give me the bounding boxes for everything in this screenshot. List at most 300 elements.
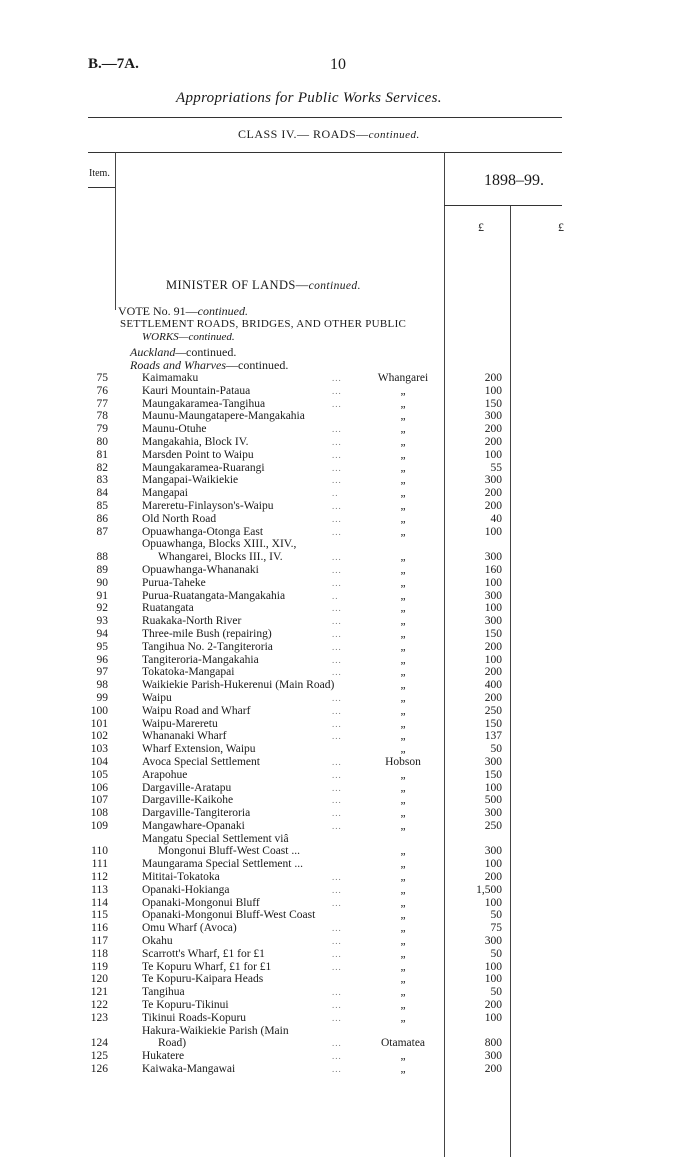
amount: 100 <box>484 576 502 589</box>
item-number: 77 <box>96 397 108 410</box>
item-number: 88 <box>96 551 108 564</box>
amount: 250 <box>484 704 502 717</box>
leader-dots: .. <box>332 590 339 601</box>
work-name: Tangiteroria-Mangakahia <box>142 653 259 666</box>
amount: 250 <box>484 819 502 832</box>
item-number: 96 <box>96 653 108 666</box>
electoral-district: „ <box>400 1063 406 1076</box>
electoral-district: „ <box>400 640 406 653</box>
item-number: 95 <box>96 640 108 653</box>
electoral-district: Hobson <box>385 755 421 768</box>
table-row <box>0 526 700 539</box>
table-row <box>0 743 700 756</box>
amount: 300 <box>484 1050 502 1063</box>
electoral-district: „ <box>400 883 406 896</box>
table-row <box>0 615 700 628</box>
item-number: 121 <box>90 986 108 999</box>
work-name-continued: Whangarei, Blocks III., IV. <box>158 551 283 564</box>
amount: 100 <box>484 525 502 538</box>
leader-dots: ... <box>332 936 342 947</box>
work-name: Arapohue <box>142 768 188 781</box>
amount: 50 <box>490 909 502 922</box>
work-name: Mangakahia, Block IV. <box>142 435 249 448</box>
class-title <box>238 127 420 142</box>
subsection-name: Roads and Wharves <box>130 358 226 372</box>
work-name: Mareretu-Finlayson's-Waipu <box>142 499 274 512</box>
item-number: 120 <box>90 973 108 986</box>
work-name: Waipu Road and Wharf <box>142 704 251 717</box>
work-name: Opanaki-Mongonui Bluff-West Coast <box>142 909 316 922</box>
table-row <box>0 692 700 705</box>
electoral-district: „ <box>400 499 406 512</box>
work-name: Opuawhanga, Blocks XIII., XIV., <box>142 538 297 551</box>
table-row <box>0 769 700 782</box>
work-name: Tokatoka-Mangapai <box>142 666 235 679</box>
item-head-rule <box>88 187 115 188</box>
amount: 150 <box>484 397 502 410</box>
table-row <box>0 973 700 986</box>
electoral-district: „ <box>400 679 406 692</box>
work-name: Dargaville-Aratapu <box>142 781 232 794</box>
leader-dots: .. <box>332 488 339 499</box>
amount: 300 <box>484 615 502 628</box>
amount: 40 <box>490 512 502 525</box>
table-row <box>0 807 700 820</box>
electoral-district: „ <box>400 896 406 909</box>
item-number: 110 <box>91 845 108 858</box>
item-number: 119 <box>91 960 108 973</box>
item-number: 112 <box>91 871 108 884</box>
leader-dots: ... <box>332 872 342 883</box>
work-name: Tangihua No. 2-Tangiteroria <box>142 640 273 653</box>
work-name: Okahu <box>142 935 173 948</box>
leader-dots: ... <box>332 769 342 780</box>
amount: 200 <box>484 666 502 679</box>
amount: 500 <box>484 794 502 807</box>
item-number: 91 <box>96 589 108 602</box>
electoral-district: „ <box>400 487 406 500</box>
table-row <box>0 986 700 999</box>
item-number: 93 <box>96 615 108 628</box>
item-number: 85 <box>96 499 108 512</box>
table-row <box>0 654 700 667</box>
table-row <box>0 718 700 731</box>
amount: 160 <box>484 563 502 576</box>
amount: 300 <box>484 410 502 423</box>
document-reference: B.—7A. <box>88 56 139 72</box>
leader-dots: ... <box>332 628 342 639</box>
leader-dots: ... <box>332 373 342 383</box>
item-number: 104 <box>90 755 108 768</box>
table-row <box>0 948 700 961</box>
class-title-main: CLASS IV.— ROADS— <box>238 127 369 141</box>
electoral-district: „ <box>400 947 406 960</box>
class-title-suffix: continued. <box>368 129 420 141</box>
work-name: Kauri Mountain-Pataua <box>142 384 251 397</box>
work-name: Maungakaramea-Tangihua <box>142 397 266 410</box>
electoral-district: „ <box>400 819 406 832</box>
table-row <box>0 590 700 603</box>
item-number: 92 <box>96 602 108 615</box>
work-name: Ruatangata <box>142 602 194 615</box>
item-number: 109 <box>90 819 108 832</box>
work-name: Ruakaka-North River <box>142 615 242 628</box>
table-row <box>0 513 700 526</box>
item-number: 87 <box>96 525 108 538</box>
work-name: Waikiekie Parish-Hukerenui (Main Road) <box>142 679 335 692</box>
vote-heading <box>118 304 248 319</box>
item-number: 125 <box>90 1050 108 1063</box>
item-number: 99 <box>96 691 108 704</box>
amount: 300 <box>484 474 502 487</box>
item-number: 101 <box>90 717 108 730</box>
work-name: Three-mile Bush (repairing) <box>142 627 272 640</box>
item-number: 76 <box>96 384 108 397</box>
electoral-district: „ <box>400 384 406 397</box>
leader-dots: ... <box>332 718 342 729</box>
work-name: Maunu-Otuhe <box>142 423 207 436</box>
electoral-district: „ <box>400 973 406 986</box>
amount: 55 <box>490 461 502 474</box>
leader-dots: ... <box>332 987 342 998</box>
work-name-continued: Road) <box>158 1037 187 1050</box>
table-row <box>0 820 700 833</box>
item-number: 126 <box>90 1063 108 1076</box>
table-row <box>0 679 700 692</box>
table-row <box>0 500 700 513</box>
amount: 100 <box>484 781 502 794</box>
work-name-continued: Mongonui Bluff-West Coast ... <box>158 845 300 858</box>
leader-dots: ... <box>332 424 342 435</box>
leader-dots: ... <box>332 667 342 678</box>
amount: 100 <box>484 896 502 909</box>
leader-dots: ... <box>332 897 342 908</box>
amount: 150 <box>484 717 502 730</box>
electoral-district: „ <box>400 563 406 576</box>
leader-dots: ... <box>332 692 342 703</box>
electoral-district: „ <box>400 986 406 999</box>
electoral-district: „ <box>400 615 406 628</box>
work-name: Mangatu Special Settlement viâ <box>142 832 289 845</box>
electoral-district: „ <box>400 1011 406 1024</box>
amount: 200 <box>484 691 502 704</box>
table-row <box>0 602 700 615</box>
leader-dots: ... <box>332 462 342 473</box>
item-number: 90 <box>96 576 108 589</box>
table-row <box>0 961 700 974</box>
amount: 50 <box>490 947 502 960</box>
electoral-district: „ <box>400 922 406 935</box>
table-row <box>0 628 700 641</box>
amount: 300 <box>484 589 502 602</box>
table-row <box>0 730 700 743</box>
electoral-district: „ <box>400 435 406 448</box>
electoral-district: „ <box>400 461 406 474</box>
electoral-district: „ <box>400 397 406 410</box>
electoral-district: „ <box>400 423 406 436</box>
settlement-heading: SETTLEMENT ROADS, BRIDGES, AND OTHER PUBLIC <box>120 318 407 330</box>
currency-left: £ <box>478 220 484 234</box>
item-number: 78 <box>96 410 108 423</box>
item-column-divider <box>115 152 116 310</box>
amount: 300 <box>484 551 502 564</box>
table-row <box>0 871 700 884</box>
currency-right: £ <box>558 220 564 234</box>
table-row <box>0 935 700 948</box>
table-row <box>0 474 700 487</box>
amount: 200 <box>484 435 502 448</box>
amount: 100 <box>484 973 502 986</box>
leader-dots: ... <box>332 1000 342 1011</box>
amount: 100 <box>484 858 502 871</box>
item-number: 113 <box>91 883 108 896</box>
electoral-district: „ <box>400 691 406 704</box>
amount: 300 <box>484 845 502 858</box>
leader-dots: ... <box>332 641 342 652</box>
item-number: 100 <box>90 704 108 717</box>
amount: 50 <box>490 986 502 999</box>
leader-dots: ... <box>332 436 342 447</box>
work-name: Dargaville-Kaikohe <box>142 794 234 807</box>
rule-table-top <box>88 152 562 153</box>
leader-dots: ... <box>332 948 342 959</box>
amount: 100 <box>484 653 502 666</box>
item-number: 124 <box>90 1037 108 1050</box>
amount: 150 <box>484 768 502 781</box>
electoral-district: „ <box>400 627 406 640</box>
district-name: Auckland— <box>130 345 186 359</box>
item-number: 98 <box>96 679 108 692</box>
table-row <box>0 449 700 462</box>
item-number: 105 <box>90 768 108 781</box>
amount: 200 <box>484 871 502 884</box>
vote-suffix: continued. <box>197 304 248 318</box>
work-name: Whananaki Wharf <box>142 730 227 743</box>
table-row <box>0 897 700 910</box>
work-name: Omu Wharf (Avoca) <box>142 922 237 935</box>
leader-dots: ... <box>332 808 342 819</box>
work-name: Mangapai-Waikiekie <box>142 474 239 487</box>
item-number: 107 <box>90 794 108 807</box>
amount: 200 <box>484 499 502 512</box>
table-row <box>0 436 700 449</box>
table-row <box>0 794 700 807</box>
electoral-district: „ <box>400 845 406 858</box>
item-number: 102 <box>90 730 108 743</box>
item-number: 81 <box>96 448 108 461</box>
table-row <box>0 462 700 475</box>
leader-dots: ... <box>332 385 342 396</box>
item-number: 115 <box>91 909 108 922</box>
leader-dots: ... <box>332 654 342 665</box>
leader-dots: ... <box>332 820 342 831</box>
table-row <box>0 398 700 411</box>
electoral-district: „ <box>400 410 406 423</box>
leader-dots: ... <box>332 705 342 716</box>
table-row <box>0 487 700 500</box>
work-name: Tangihua <box>142 986 185 999</box>
amount: 150 <box>484 627 502 640</box>
leader-dots: ... <box>332 923 342 934</box>
leader-dots: ... <box>332 731 342 742</box>
work-name: Purua-Taheke <box>142 576 206 589</box>
electoral-district: „ <box>400 704 406 717</box>
table-row <box>0 1025 700 1051</box>
electoral-district: „ <box>400 743 406 756</box>
item-number: 94 <box>96 627 108 640</box>
item-number: 89 <box>96 563 108 576</box>
leader-dots: ... <box>332 782 342 793</box>
table-row <box>0 999 700 1012</box>
electoral-district: „ <box>400 794 406 807</box>
page-subtitle: Appropriations for Public Works Services. <box>176 90 442 106</box>
work-name: Waipu-Mareretu <box>142 717 218 730</box>
amount: 100 <box>484 384 502 397</box>
electoral-district: „ <box>400 960 406 973</box>
work-name: Scarrott's Wharf, £1 for £1 <box>142 947 265 960</box>
amount: 100 <box>484 448 502 461</box>
year-header: 1898–99. <box>484 172 544 189</box>
item-number: 117 <box>91 935 108 948</box>
item-number: 97 <box>96 666 108 679</box>
table-row <box>0 1012 700 1025</box>
section-heading-main: MINISTER OF LANDS— <box>166 278 309 292</box>
electoral-district: „ <box>400 807 406 820</box>
electoral-district: „ <box>400 589 406 602</box>
work-name: Avoca Special Settlement <box>142 755 260 768</box>
item-number: 84 <box>96 487 108 500</box>
work-name: Waipu <box>142 691 172 704</box>
settlement-heading-continued: WORKS—continued. <box>142 331 235 343</box>
work-name: Te Kopuru Wharf, £1 for £1 <box>142 960 272 973</box>
item-number: 116 <box>91 922 108 935</box>
electoral-district: „ <box>400 448 406 461</box>
work-name: Old North Road <box>142 512 217 525</box>
electoral-district: „ <box>400 858 406 871</box>
amount: 75 <box>490 922 502 935</box>
table-row <box>0 410 700 423</box>
leader-dots: ... <box>332 1012 342 1023</box>
leader-dots: ... <box>332 398 342 409</box>
item-number: 82 <box>96 461 108 474</box>
item-number: 80 <box>96 435 108 448</box>
electoral-district: „ <box>400 999 406 1012</box>
item-number: 83 <box>96 474 108 487</box>
district-suffix: continued. <box>186 345 237 359</box>
work-name: Mangawhare-Opanaki <box>142 819 245 832</box>
leader-dots: ... <box>332 526 342 537</box>
work-name: Maungakaramea-Ruarangi <box>142 461 265 474</box>
table-row <box>0 782 700 795</box>
amount: 800 <box>484 1037 502 1050</box>
table-row <box>0 1063 700 1076</box>
work-name: Hakura-Waikiekie Parish (Main <box>142 1024 289 1037</box>
leader-dots: ... <box>332 1051 342 1062</box>
electoral-district: „ <box>400 768 406 781</box>
leader-dots: ... <box>332 795 342 806</box>
item-column-header: Item. <box>89 168 110 179</box>
item-number: 108 <box>90 807 108 820</box>
amount: 200 <box>484 1063 502 1076</box>
amount: 1,500 <box>476 883 502 896</box>
electoral-district: „ <box>400 512 406 525</box>
subsection-heading <box>130 358 288 373</box>
table-row <box>0 641 700 654</box>
leader-dots: ... <box>332 603 342 614</box>
work-name: Mangapai <box>142 487 188 500</box>
table-row <box>0 577 700 590</box>
electoral-district: „ <box>400 525 406 538</box>
leader-dots: ... <box>332 577 342 588</box>
amount: 200 <box>484 372 502 384</box>
electoral-district: „ <box>400 909 406 922</box>
leader-dots: ... <box>332 552 342 563</box>
vote-main: VOTE No. 91— <box>118 304 198 318</box>
work-name: Maunu-Maungatapere-Mangakahia <box>142 410 305 423</box>
electoral-district: „ <box>400 1050 406 1063</box>
amount: 200 <box>484 423 502 436</box>
electoral-district: „ <box>400 653 406 666</box>
work-name: Maungarama Special Settlement ... <box>142 858 303 871</box>
electoral-district: „ <box>400 602 406 615</box>
amount: 300 <box>484 755 502 768</box>
work-name: Hukatere <box>142 1050 185 1063</box>
section-heading <box>166 278 361 293</box>
page-number: 10 <box>330 56 346 73</box>
item-number: 114 <box>91 896 108 909</box>
section-heading-suffix: continued. <box>308 280 361 292</box>
electoral-district: „ <box>400 781 406 794</box>
work-name: Purua-Ruatangata-Mangakahia <box>142 589 286 602</box>
electoral-district: „ <box>400 576 406 589</box>
work-name: Dargaville-Tangiteroria <box>142 807 251 820</box>
electoral-district: „ <box>400 666 406 679</box>
leader-dots: ... <box>332 616 342 627</box>
amount: 300 <box>484 807 502 820</box>
table-row <box>0 858 700 871</box>
table-row <box>0 372 700 385</box>
year-rule <box>444 205 562 206</box>
amount: 200 <box>484 640 502 653</box>
amount: 100 <box>484 602 502 615</box>
item-number: 103 <box>90 743 108 756</box>
subsection-suffix: —continued. <box>226 358 289 372</box>
item-number: 111 <box>91 858 108 871</box>
work-name: Opuawhanga-Whananaki <box>142 563 259 576</box>
work-name: Opanaki-Hokianga <box>142 883 230 896</box>
electoral-district: „ <box>400 871 406 884</box>
leader-dots: ... <box>332 564 342 575</box>
item-number: 79 <box>96 423 108 436</box>
amount: 300 <box>484 935 502 948</box>
table-row <box>0 385 700 398</box>
table-row <box>0 833 700 859</box>
electoral-district: „ <box>400 474 406 487</box>
work-name: Te Kopuru-Tikinui <box>142 999 229 1012</box>
leader-dots: ... <box>332 1038 342 1049</box>
electoral-district: „ <box>400 935 406 948</box>
table-row <box>0 756 700 769</box>
work-name: Tikinui Roads-Kopuru <box>142 1011 247 1024</box>
electoral-district: „ <box>400 730 406 743</box>
leader-dots: ... <box>332 449 342 460</box>
electoral-district: Whangarei <box>377 372 429 384</box>
amount: 100 <box>484 960 502 973</box>
amount: 100 <box>484 1011 502 1024</box>
leader-dots: ... <box>332 756 342 767</box>
electoral-district: Otamatea <box>380 1037 426 1050</box>
amount: 400 <box>484 679 502 692</box>
